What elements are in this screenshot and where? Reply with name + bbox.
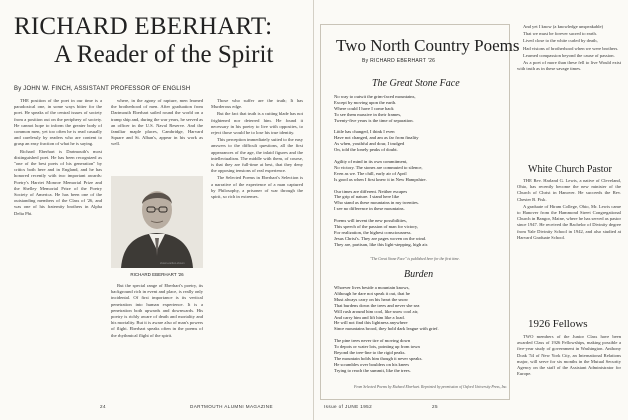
paragraph: A graduate of Hiram College, Ohio, Mr. Lewis came to Hanover from the Hammond Street Congregational Church in Bangor, Maine, where he has served as pastor since 1947. He received the Bachelor of Divinity degree from Yale Divinity School in 1942, and also studied at Harvard Graduate School. [517, 203, 621, 240]
verse-line: As a poet of more than these fell to live Would exist with truth as in these savage times. [517, 60, 621, 72]
verse-line: Our times are different. Neither escapes [334, 188, 408, 194]
pastor-heading: White Church Pastor [528, 164, 612, 175]
poem-2-title: Burden [404, 269, 434, 280]
right-page [314, 0, 628, 420]
verse-line: I see no difference in these mountains. [334, 206, 405, 212]
portrait-photo [111, 176, 203, 268]
verse-line: Will rush around him cool, like snow cool air, [334, 308, 419, 314]
verse-line: The pine trees never tire of moving down [334, 338, 411, 344]
verse-line: Poems will invent the new possibilities, [334, 218, 407, 224]
page-number-left: 24 [100, 404, 106, 409]
issue-label: Issue of JUNE 1952 [324, 404, 373, 409]
photo-credit: shown-carlton-shown [160, 262, 185, 265]
verse-line: Learned compassion beyond the cause of passion. [523, 52, 615, 58]
verse-line: Trying to reach the summit, like the trees. [334, 367, 411, 373]
verse-line: The mountain holds him though it never speaks. [334, 355, 423, 361]
poems-byline: By RICHARD EBERHART '26 [362, 58, 436, 64]
verse-line: For realization, the highest consciousness. [334, 229, 412, 235]
verse-line: That burdens down the trees and never she sea [334, 302, 420, 308]
verse-line: Who stand as these mountains in my twenties. [334, 200, 419, 206]
article-column-2-continued [111, 283, 203, 389]
verse-line: They are, partisan, like this light-stepping, high air. [334, 241, 429, 247]
poems-title: Two North Country Poems [336, 36, 520, 55]
paragraph: TWO members of the Junior Class have been awarded Class of 1926 Fellowships, making possible a five-year study of government in Washington. Anthony Doak '54 of New York City, an International Relations major, will serve for six months in the Mutual Security Agency on the staff of the Assistant Administrator for Europe. [517, 334, 621, 377]
verse-line: To depots or water lots, pointing up from town [334, 344, 420, 350]
verse-line: Where could I have I come back [334, 105, 394, 111]
paragraph: Those who suffer are the truth; It has Murderous edge. [211, 98, 303, 110]
poem-1-verse [334, 94, 504, 248]
paragraph: THE position of the poet in our time is a paradoxical one, in some ways bitter for the poet. He speaks of the central issues of society from a position out on the periphery of society. He cannot hope to inform the greater body of common men, yet too often he is read casually and carelessly by readers who are content to grasp an easy fraction of what he is saying. [14, 98, 102, 147]
article-title: RICHARD EBERHART: [14, 13, 273, 40]
poem-2-note: From Selected Poems by Richard Eberhart. Reprinted by permission of Oxford University Press, Inc. [354, 385, 508, 389]
verse-line: Jesus Christ's. They are pages woven on the wind. [334, 235, 427, 241]
verse-line: Have not changed, and am as far from finality [334, 135, 419, 141]
magazine-name: DARTMOUTH ALUMNI MAGAZINE [190, 404, 273, 409]
paragraph: The Selected Poems in Eberhart's Selection is a narrative of the experience of a man captured by Philosophy, a prisoner of war through the spirit, so rich in extremes. [211, 175, 303, 200]
verse-line: To see them massive in their frames, [334, 111, 402, 117]
verse-line: And yet I know (a knowledge unspeakable) [523, 24, 604, 29]
paragraph: But the fact that truth is a cutting blade has not frightened nor deterred him. He found it necessary in his poetry to live with opposites, to reject those would be to lose his true identity. [211, 111, 303, 136]
paragraph: But the special range of Eberhart's poetry, its background rich in event and place, is really only incidental. Of first importance is its vertical penetration into human experience. It is a penetration both upwards and downwards. His poetry is richly aware of death and mortality and his mortality. But it is aware also of man's powers of flight. Eberhart speaks often in the poems of the rhythmical flight of the spirit. [111, 283, 203, 338]
verse-line: He will not find this lightness anywhere [334, 320, 408, 326]
verse-line: On, told the lonely peaks of doubt. [334, 147, 398, 153]
verse-line: Except by moving upon the earth. [334, 99, 397, 105]
pastor-column [517, 178, 621, 306]
fellows-heading: 1926 Fellows [528, 318, 588, 330]
verse-line: Since mountains brood, they hold dark league with grief. [334, 326, 439, 332]
verse-line: Twenty-five years is the time of separation. [334, 117, 414, 123]
verse-line: Is good as when I first knew it in New Hampshire. [334, 176, 427, 182]
verse-line: No way to outwit the grim-faced mountains, [334, 94, 416, 99]
portrait-illustration [111, 176, 203, 268]
verse-line: And carry him and lift him like a load. [334, 314, 405, 320]
paragraph: where, in the agony of rapture, men learned the brotherhood of men. After graduation from Dartmouth Eberhart sailed round the world on a tramp ship and, during the war years, he served as an officer in the U.S. Naval Reserve. And the familiar maple places, Cambridge, Harvard Square and St. Alban's, appear in his work as well. [111, 98, 203, 147]
verse-line: That we must be forever sacred to earth. [523, 31, 597, 37]
paragraph: This perception immediately suited to the easy answers to the difficult questions, all the first appearances of the age, the inlaid figures and the intellectualism. The middle with them, of course, is that they are full-time at best, that they deny the opposing tensions of real experience. [211, 137, 303, 174]
verse-line: No victory. The stones are commuted to silence, [334, 164, 423, 170]
poem-2-verse [334, 285, 504, 374]
verse-line: Had visions of brotherhood when we were brothers. [523, 45, 619, 51]
article-byline: By JOHN W. FINCH, ASSISTANT PROFESSOR OF ENGLISH [14, 86, 191, 92]
verse-line: Must always carry on his heart the snow [334, 296, 409, 302]
article-column-3 [211, 98, 303, 388]
sidebar-column-1 [517, 24, 621, 164]
verse-line: Although he dare not speak it out, that he [334, 290, 410, 296]
verse-line: This speech of the passion of man for victory, [334, 223, 419, 229]
verse-line: Whoever lives beside a mountain knows, [334, 285, 410, 290]
verse-line: As when, youthful and dour, I trudged [334, 141, 405, 147]
fellows-column [517, 334, 621, 400]
article-column-1 [14, 98, 102, 388]
verse-line: Little has changed, I think I even [334, 129, 395, 135]
paragraph: THE Rev. Harland G. Lewis, a native of Cleveland, Ohio, has recently become the new minister of the Church of Christ in Hanover. He succeeds the Rev. Chester B. Fisk. [517, 178, 621, 202]
poem-1-note: "The Great Stone Face" is published here for the first time. [370, 257, 460, 261]
verse-line: Lived close to the white curled by death, [523, 38, 598, 44]
page-number-right: 25 [432, 404, 438, 409]
paragraph: Richard Eberhart is Dartmouth's most distinguished poet. He has been recognized as "one of the best poets of his generation" by critics both here and in England, and he has honored recently with two important awards: Poetry's Harriet Monroe Memorial Prize and the Shelley Memorial Prize of the Poetry Society of America. He has been one of the outstanding members of the Class of '26, and was one of his fraternity brothers in Alpha Delta Phi. [14, 148, 102, 216]
portrait-caption: RICHARD EBERHART '26 [130, 272, 184, 277]
verse-line: The grip of nature. I stand here like [334, 194, 400, 200]
verse-line: Beyond the tree-line to the rigid peaks. [334, 349, 406, 355]
verse-line: Agility of mind in its own commitment, [334, 158, 408, 164]
article-subtitle: A Reader of the Spirit [54, 41, 274, 68]
verse-line: He scrambles over boulders on his knees [334, 361, 410, 367]
poem-1-title: The Great Stone Face [372, 78, 460, 89]
verse-line: Even as we. The chill, early air of April [334, 170, 407, 176]
